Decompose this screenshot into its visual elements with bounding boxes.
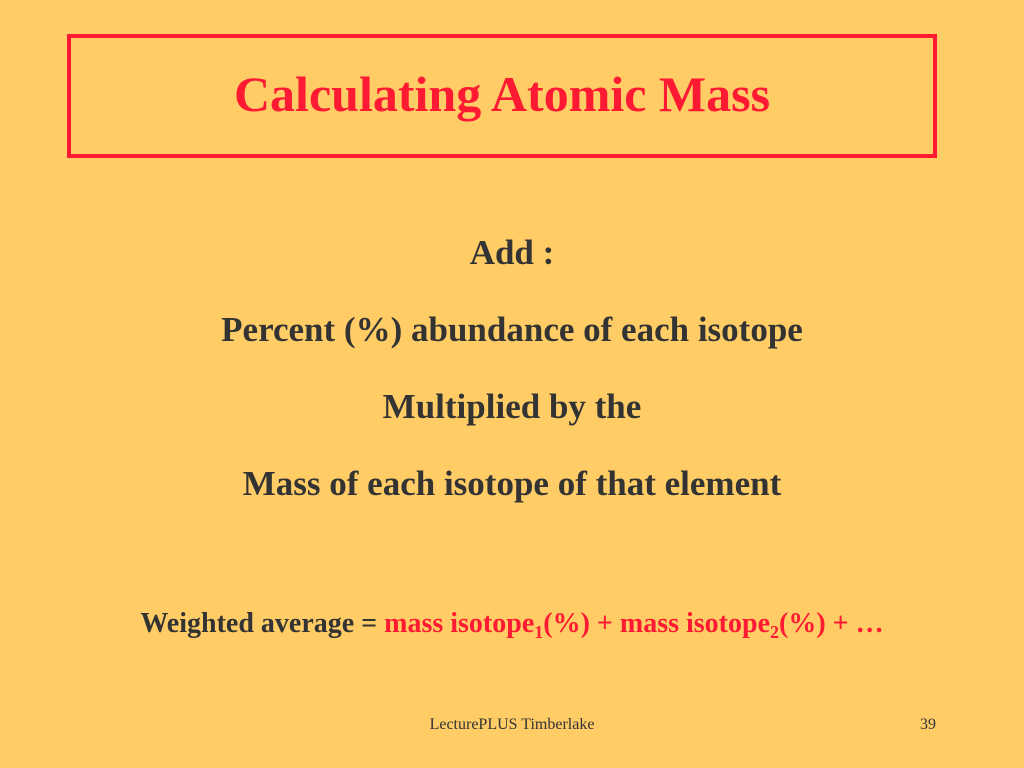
title-box [67,34,937,158]
footer-source: LecturePLUS Timberlake [429,716,595,733]
body-line-percent-abundance: Percent (%) abundance of each isotope [221,310,803,349]
body-text [0,214,1024,522]
formula-label: Weighted average = [140,608,385,639]
formula-tail: + … [825,608,884,639]
formula-term1-subscript: 1 [534,622,544,642]
formula-term1-text: mass isotope [384,608,535,639]
formula-term2-percent: (%) [779,608,826,639]
formula-expression [384,608,884,642]
page-number: 39 [920,716,936,733]
body-line-mass-of-isotope: Mass of each isotope of that element [242,464,782,503]
formula-plus: + [589,608,620,639]
formula-term1-percent: (%) [543,608,590,639]
body-line-add: Add : [469,233,555,272]
body-line-multiplied: Multiplied by the [382,387,642,426]
weighted-average-formula [0,604,1024,644]
slide-title: Calculating Atomic Mass [233,66,771,122]
formula-term2-text: mass isotope [619,608,771,639]
formula-term2-subscript: 2 [770,622,780,642]
